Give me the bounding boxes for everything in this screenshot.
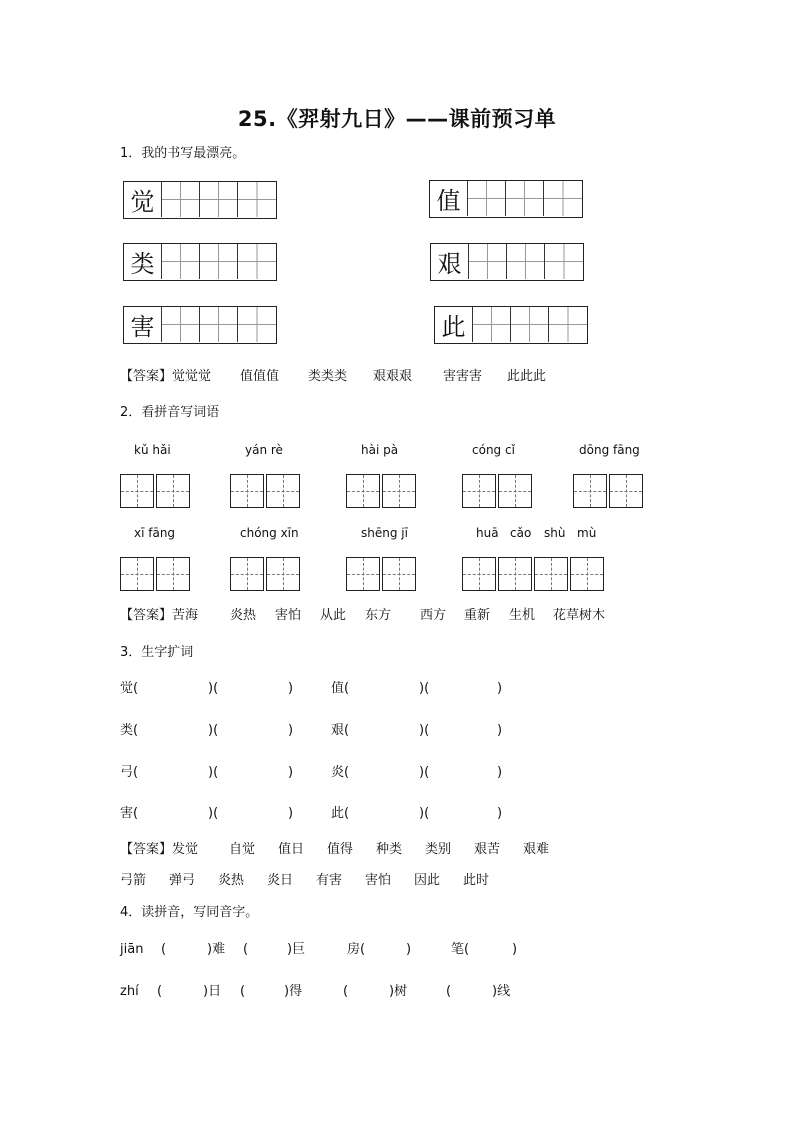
expand-word-blank: )	[497, 681, 503, 696]
homophone-blank[interactable]: (	[161, 942, 167, 957]
expand-word-blank: )	[497, 723, 503, 738]
model-char: 值	[430, 181, 468, 216]
pinyin: chóng xīn	[240, 526, 299, 540]
practice-grid-zhi	[429, 180, 583, 218]
answer-item: 害怕	[275, 608, 302, 623]
answer-item: 艰苦	[474, 842, 501, 857]
homophone-blank[interactable]: )线	[492, 984, 511, 999]
expand-word-blank[interactable]: )(	[419, 806, 430, 821]
expand-word-blank: )	[288, 806, 294, 821]
pinyin-jian: jiān	[120, 942, 144, 957]
model-char: 此	[435, 307, 473, 342]
homophone-blank: )	[406, 942, 412, 957]
answer-label: 【答案】	[120, 608, 173, 623]
practice-grid-lei	[123, 243, 277, 281]
expand-word-blank[interactable]: )(	[208, 806, 219, 821]
expand-word-blank: )	[497, 806, 503, 821]
model-char: 觉	[124, 182, 162, 217]
answer-item: 花草树木	[553, 608, 606, 623]
expand-word-blank[interactable]: 艰(	[331, 723, 350, 738]
answer-item: 西方	[420, 608, 447, 623]
homophone-blank[interactable]: 房(	[347, 942, 366, 957]
answer-label: 【答案】	[120, 369, 173, 384]
writing-cell[interactable]	[473, 307, 511, 342]
expand-word-blank[interactable]: 害(	[120, 806, 139, 821]
homophone-blank[interactable]: )难	[207, 942, 226, 957]
answer-item: 值值值	[240, 369, 280, 384]
word-box[interactable]	[230, 557, 302, 591]
word-box[interactable]	[462, 474, 534, 508]
writing-cell[interactable]	[507, 244, 545, 279]
expand-word-blank[interactable]: 类(	[120, 723, 139, 738]
writing-cell[interactable]	[162, 244, 200, 279]
writing-cell[interactable]	[468, 181, 506, 216]
expand-word-blank[interactable]: )(	[419, 723, 430, 738]
homophone-blank[interactable]: )日	[203, 984, 222, 999]
writing-cell[interactable]	[238, 307, 276, 342]
homophone-blank[interactable]: (	[240, 984, 246, 999]
practice-grid-hai	[123, 306, 277, 344]
answer-item: 弓箭	[120, 873, 147, 888]
answer-label: 【答案】	[120, 842, 173, 857]
expand-word-blank: )	[497, 765, 503, 780]
pinyin: mù	[577, 526, 597, 540]
expand-word-blank[interactable]: )(	[208, 681, 219, 696]
writing-cell[interactable]	[162, 307, 200, 342]
answer-item: 生机	[509, 608, 536, 623]
homophone-blank[interactable]: (	[446, 984, 452, 999]
writing-cell[interactable]	[506, 181, 544, 216]
word-box[interactable]	[346, 474, 418, 508]
answer-item: 炎日	[267, 873, 294, 888]
homophone-blank[interactable]: 笔(	[451, 942, 470, 957]
answer-item: 类别	[425, 842, 452, 857]
homophone-blank: )	[512, 942, 518, 957]
answer-item: 值日	[278, 842, 305, 857]
word-box[interactable]	[346, 557, 418, 591]
answer-item: 此时	[463, 873, 490, 888]
writing-cell[interactable]	[162, 182, 200, 217]
expand-word-blank[interactable]: )(	[419, 681, 430, 696]
writing-cell[interactable]	[200, 182, 238, 217]
section2-answer: 【答案】苦海	[120, 608, 199, 623]
pinyin: hài pà	[361, 443, 399, 457]
homophone-blank[interactable]: )巨	[287, 942, 306, 957]
word-box[interactable]	[573, 474, 645, 508]
answer-item: 有害	[316, 873, 343, 888]
model-char: 类	[124, 244, 162, 279]
expand-word-blank[interactable]: 值(	[331, 681, 350, 696]
expand-word-blank: )	[288, 765, 294, 780]
practice-grid-ci	[434, 306, 588, 344]
section1-heading: 1．我的书写最漂亮。	[120, 146, 246, 161]
homophone-blank[interactable]: (	[157, 984, 163, 999]
answer-item: 重新	[464, 608, 491, 623]
answer-item: 值得	[327, 842, 354, 857]
answer-item: 艰难	[523, 842, 550, 857]
expand-word-blank: )	[288, 723, 294, 738]
expand-word-blank[interactable]: 炎(	[331, 765, 350, 780]
pinyin: shēng jī	[361, 526, 408, 540]
answer-item: 此此此	[507, 369, 547, 384]
answer-item: 从此	[320, 608, 347, 623]
answer-item: 害怕	[365, 873, 392, 888]
pinyin: shù	[544, 526, 566, 540]
writing-cell[interactable]	[200, 244, 238, 279]
pinyin: cǎo	[510, 526, 532, 540]
answer-item: 自觉	[229, 842, 256, 857]
model-char: 艰	[431, 244, 469, 279]
pinyin: kǔ hǎi	[134, 443, 171, 457]
answer-item: 炎热	[230, 608, 257, 623]
pinyin: xī fāng	[134, 526, 176, 540]
practice-grid-jian	[430, 243, 584, 281]
pinyin: cóng cǐ	[472, 443, 515, 457]
writing-cell[interactable]	[544, 181, 582, 216]
writing-cell[interactable]	[238, 244, 276, 279]
writing-cell[interactable]	[549, 307, 587, 342]
word-box[interactable]	[462, 557, 606, 591]
page-title: 25.《羿射九日》——课前预习单	[237, 107, 557, 131]
expand-word-blank[interactable]: )(	[419, 765, 430, 780]
word-box[interactable]	[120, 474, 192, 508]
practice-grid-jue	[123, 181, 277, 219]
answer-item: 类类类	[308, 369, 348, 384]
homophone-blank[interactable]: )得	[284, 984, 303, 999]
expand-word-blank[interactable]: 觉(	[120, 681, 139, 696]
writing-cell[interactable]	[238, 182, 276, 217]
answer-item: 东方	[365, 608, 392, 623]
section2-heading: 2．看拼音写词语	[120, 405, 220, 420]
model-char: 害	[124, 307, 162, 342]
pinyin: dōng fāng	[579, 443, 640, 457]
pinyin-zhi: zhí	[120, 984, 139, 999]
section3-heading: 3．生字扩词	[120, 645, 194, 660]
writing-cell[interactable]	[545, 244, 583, 279]
homophone-blank[interactable]: )树	[389, 984, 408, 999]
writing-cell[interactable]	[511, 307, 549, 342]
expand-word-blank[interactable]: 此(	[331, 806, 350, 821]
expand-word-blank[interactable]: )(	[208, 765, 219, 780]
word-box[interactable]	[230, 474, 302, 508]
expand-word-blank: )	[288, 681, 294, 696]
answer-item: 害害害	[443, 369, 483, 384]
pinyin: huā	[476, 526, 499, 540]
expand-word-blank[interactable]: )(	[208, 723, 219, 738]
answer-item: 种类	[376, 842, 403, 857]
writing-cell[interactable]	[200, 307, 238, 342]
homophone-blank[interactable]: (	[343, 984, 349, 999]
answer-item: 艰艰艰	[373, 369, 413, 384]
pinyin: yán rè	[245, 443, 283, 457]
section1-answer: 【答案】觉觉觉	[120, 369, 212, 384]
answer-item: 弹弓	[169, 873, 196, 888]
answer-item: 炎热	[218, 873, 245, 888]
expand-word-blank[interactable]: 弓(	[120, 765, 139, 780]
answer-item: 因此	[414, 873, 441, 888]
word-box[interactable]	[120, 557, 192, 591]
section4-heading: 4．读拼音，写同音字。	[120, 905, 259, 920]
writing-cell[interactable]	[469, 244, 507, 279]
homophone-blank[interactable]: (	[243, 942, 249, 957]
section3-answer: 【答案】发觉	[120, 842, 199, 857]
